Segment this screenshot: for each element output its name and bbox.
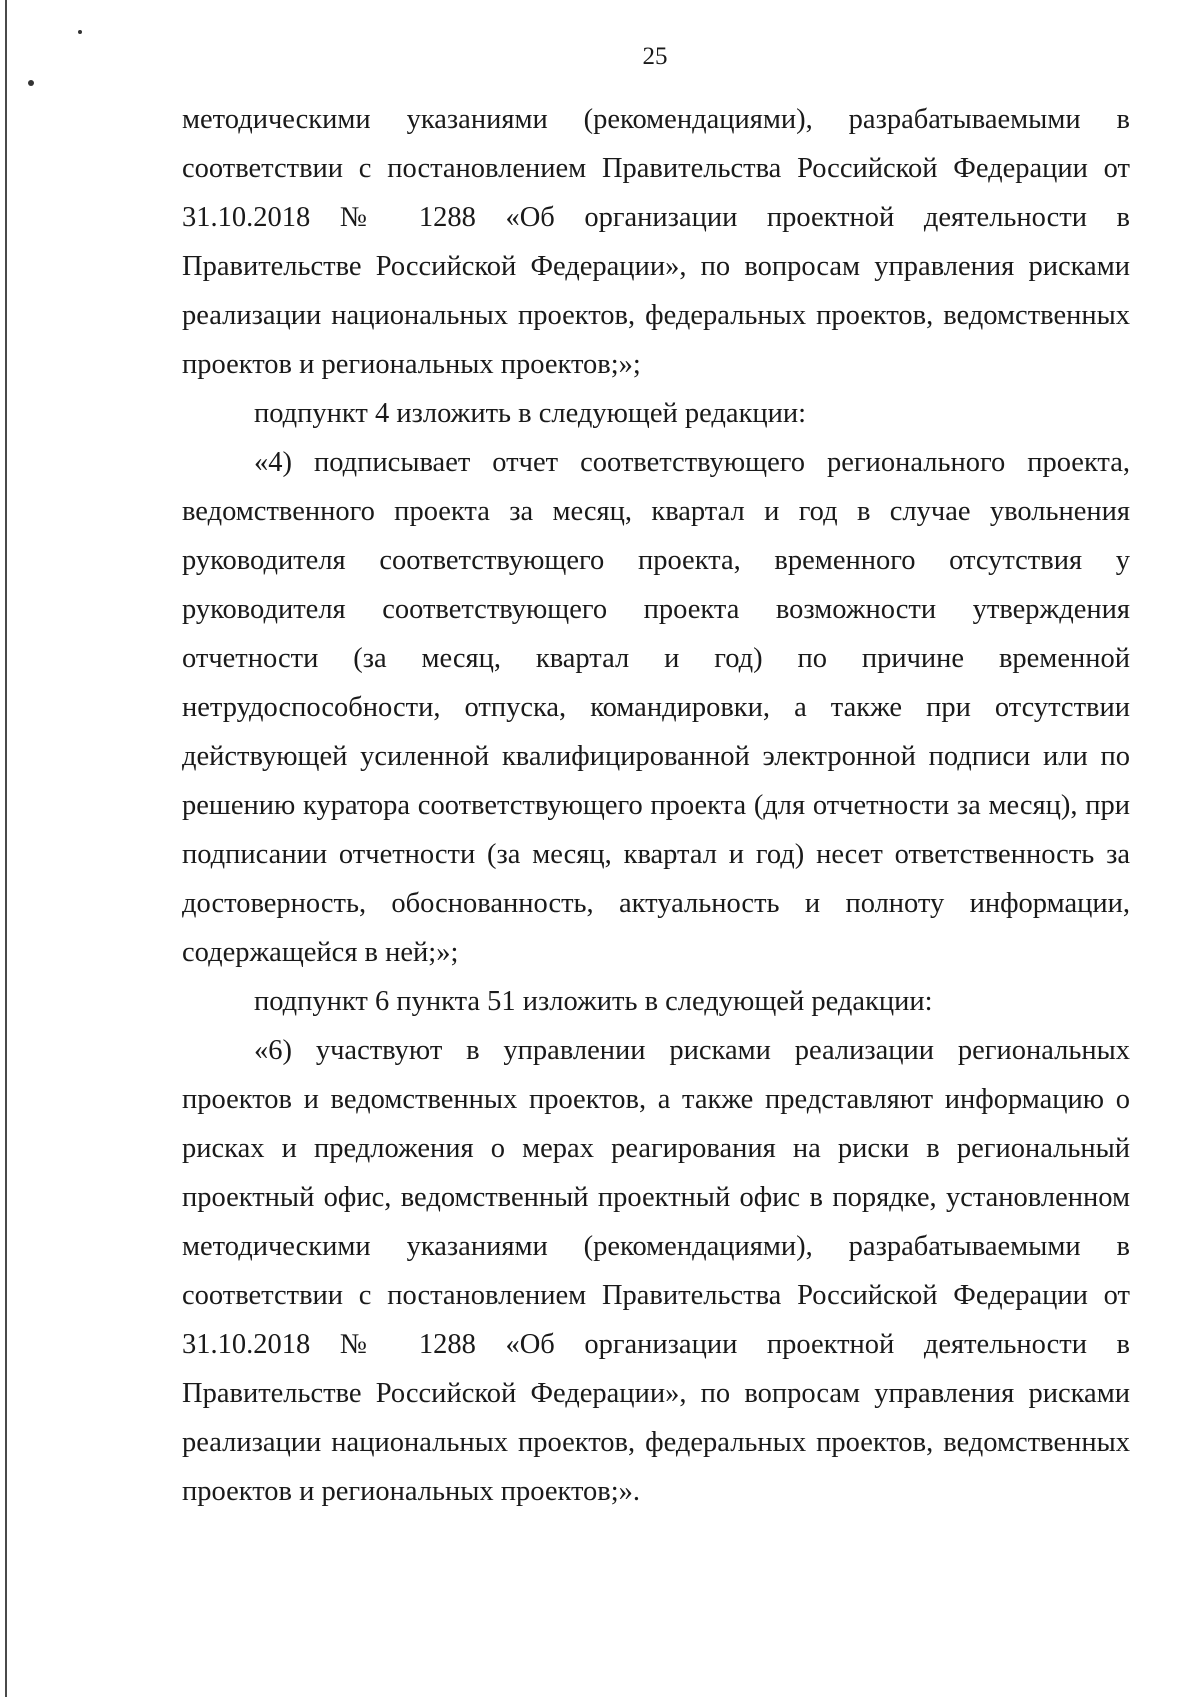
paragraph: подпункт 6 пункта 51 изложить в следующей редакции: bbox=[254, 986, 933, 1017]
paragraph: «6) участвуют в управлении рисками реализации региональных проектов и ведомственных проектов, а также представляют информацию о рисках и предложения о мерах реагирования на риски в региональный проектный офис, ведомственный проектный офис в порядке, установленном методическими указаниями (рекомендациями), разрабатываемыми в соответствии с постановлением Правительства Российской Федерации от 31.10.2018 № 1288 «Об организации проектной деятельности в Правительстве Российской Федерации», по вопросам управления рисками реализации национальных проектов, федеральных проектов, ведомственных проектов и региональных проектов;». bbox=[182, 1035, 1130, 1507]
paragraph: «4) подписывает отчет соответствующего регионального проекта, ведомственного проекта за месяц, квартал и год в случае увольнения руководителя соответствующего проекта, временного отсутствия у руководителя соответствующего проекта возможности утверждения отчетности (за месяц, квартал и год) по причине временной нетрудоспособности, отпуска, командировки, а также при отсутствии действующей усиленной квалифицированной электронной подписи или по решению куратора соответствующего проекта (для отчетности за месяц), при подписании отчетности (за месяц, квартал и год) несет ответственность за достоверность, обоснованность, актуальность и полноту информации, содержащейся в ней;»; bbox=[182, 447, 1130, 968]
document-body bbox=[182, 95, 1130, 1516]
scan-speck bbox=[28, 80, 34, 86]
paragraph: методическими указаниями (рекомендациями), разрабатываемыми в соответствии с постановлением Правительства Российской Федерации от 31.10.2018 № 1288 «Об организации проектной деятельности в Правительстве Российской Федерации», по вопросам управления рисками реализации национальных проектов, федеральных проектов, ведомственных проектов и региональных проектов;»; bbox=[182, 104, 1130, 380]
scan-speck bbox=[78, 30, 82, 34]
page-number: 25 bbox=[642, 43, 668, 70]
page-left-edge bbox=[5, 0, 7, 1697]
paragraph: подпункт 4 изложить в следующей редакции: bbox=[254, 398, 807, 429]
